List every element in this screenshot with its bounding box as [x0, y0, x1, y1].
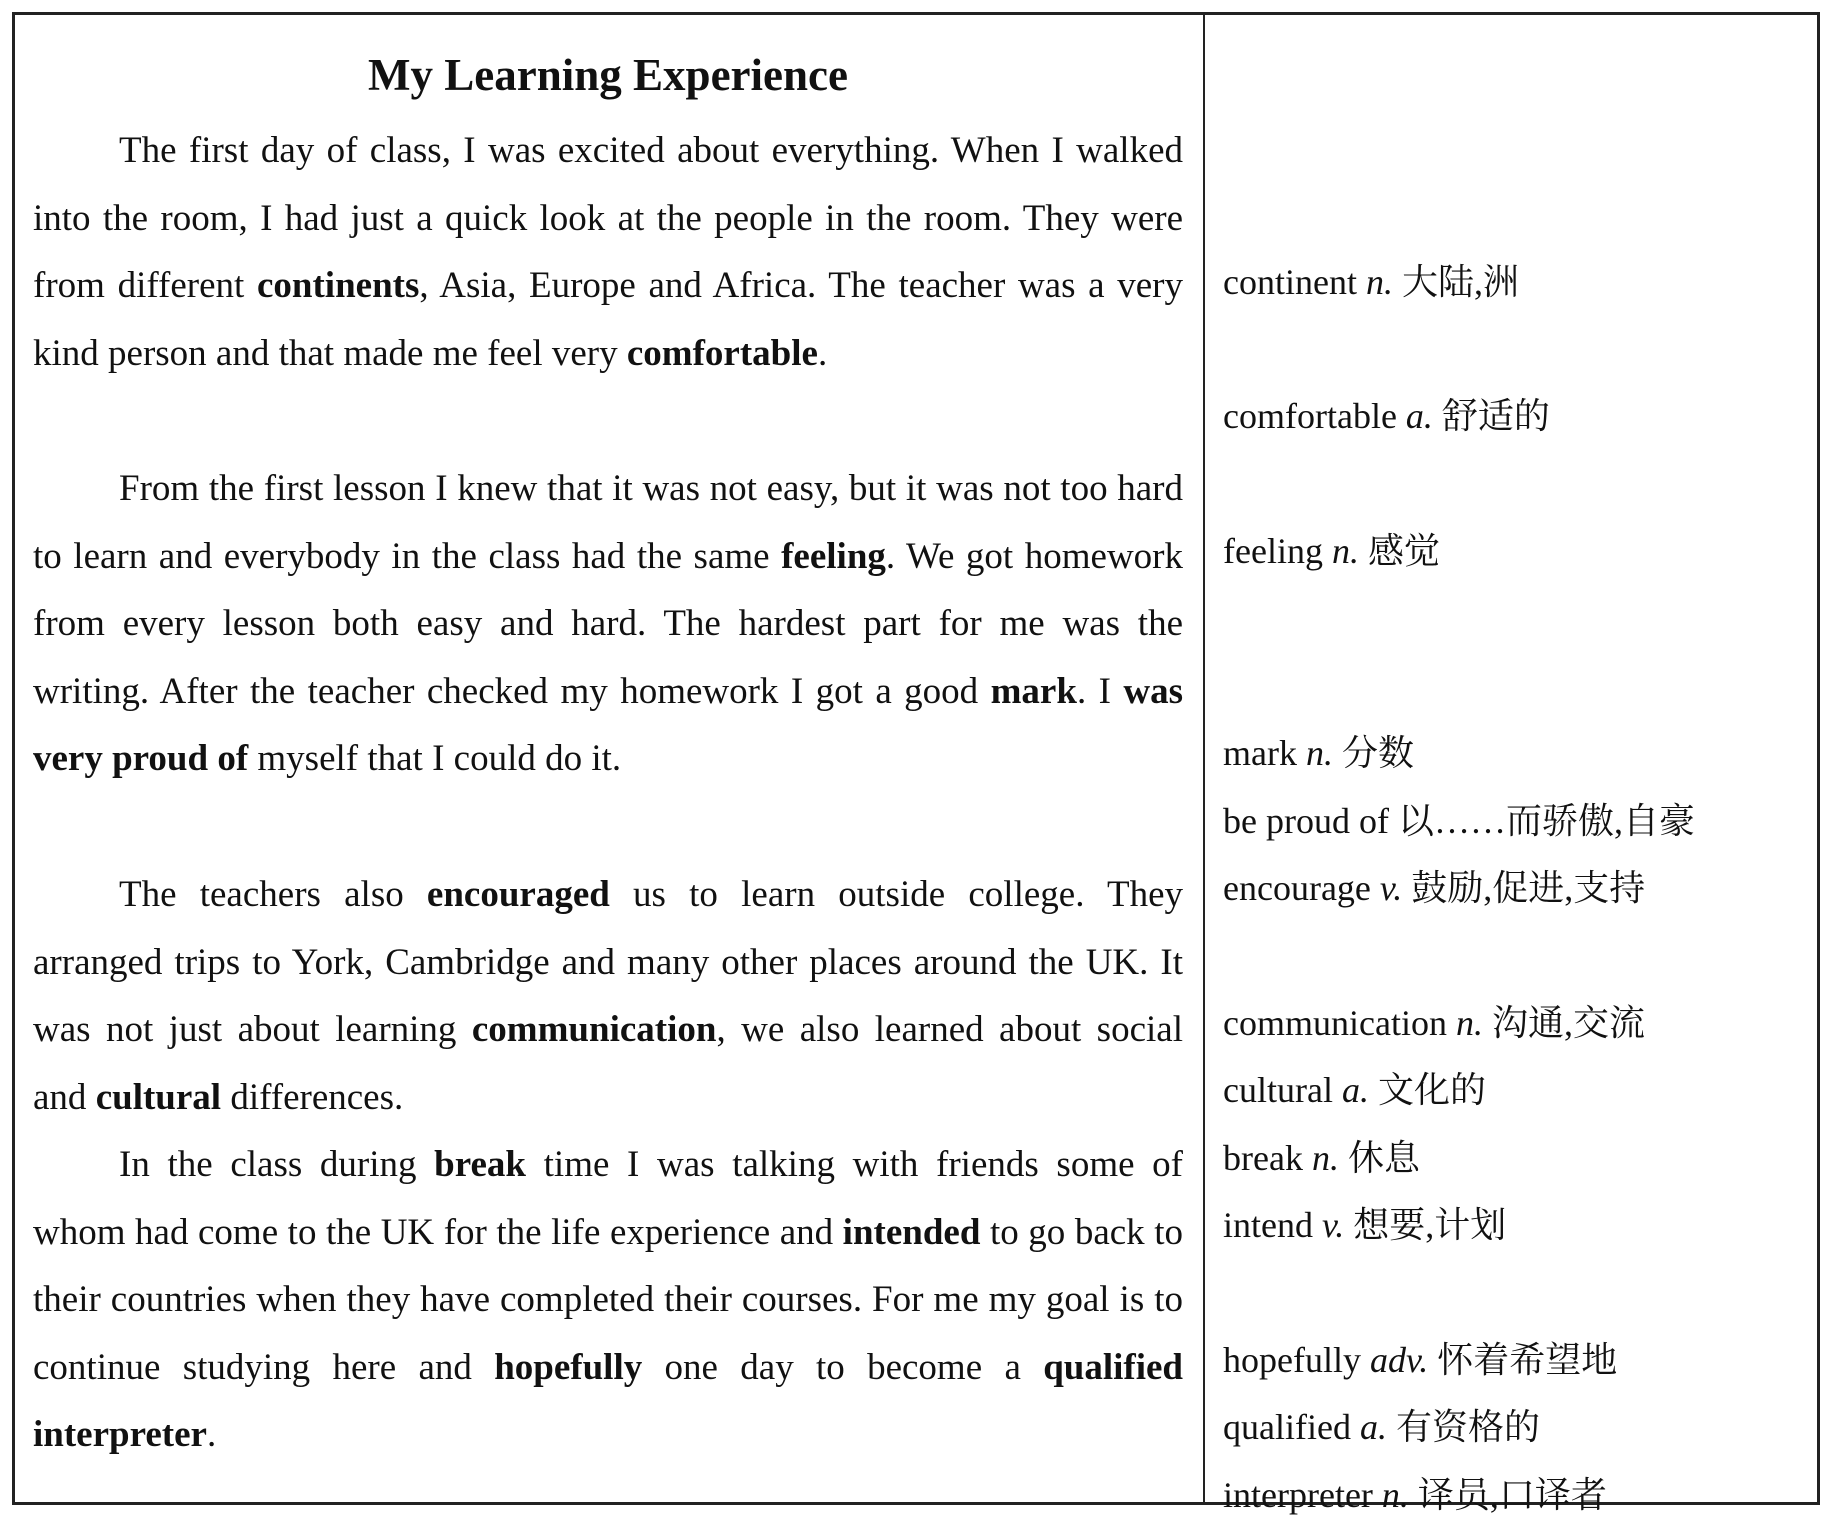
text-run: one day to become a	[642, 1346, 1044, 1388]
document-frame	[12, 12, 1820, 1515]
glossary-meaning: 感觉	[1367, 531, 1440, 571]
glossary-meaning: 沟通,交流	[1491, 1003, 1645, 1043]
glossary-word: intend	[1223, 1205, 1313, 1245]
text-run: to go back to their countries when they have completed their courses. For me my goal is to continue studying here and	[33, 1211, 1183, 1388]
glossary-meaning: 分数	[1341, 733, 1414, 773]
glossary-entry	[1223, 998, 1645, 1048]
glossary-meaning: 休息	[1347, 1138, 1420, 1178]
text-run: The first day of class, I was excited about everything. When I walked into the room, I had just a quick look at the people in the room. They were from different	[33, 130, 1183, 307]
glossary-word: feeling	[1223, 531, 1323, 571]
glossary-word: cultural	[1223, 1070, 1333, 1110]
glossary-word: break	[1223, 1138, 1303, 1178]
glossary-entry	[1223, 1470, 1607, 1520]
glossary-meaning: 舒适的	[1441, 396, 1550, 436]
text-run: In the class during	[119, 1144, 435, 1185]
glossary-pos: adv.	[1369, 1340, 1429, 1380]
column-divider	[1203, 15, 1205, 1502]
text-run: From the first lesson I knew that it was not easy, but it was not too hard to learn and everybody in the class had the same	[33, 468, 1183, 577]
glossary-pos: n.	[1331, 531, 1359, 571]
glossary-meaning: 文化的	[1377, 1070, 1486, 1110]
glossary-meaning: 鼓励,促进,支持	[1411, 868, 1646, 908]
vocab-term: continents	[256, 265, 420, 307]
glossary-entry	[1223, 391, 1550, 441]
vocab-term: intended	[842, 1211, 981, 1253]
glossary-entry	[1223, 526, 1440, 576]
vocab-term: cultural	[95, 1076, 222, 1118]
text-run: us to learn outside college. They arranged trips to York, Cambridge and many other places around the UK. It was not just about learning	[33, 874, 1183, 1051]
paragraph	[33, 1131, 1183, 1469]
glossary-word: be proud of	[1223, 801, 1389, 841]
glossary-pos: n.	[1381, 1475, 1409, 1515]
vocab-term: break	[434, 1144, 526, 1185]
text-run: differences.	[221, 1076, 404, 1118]
glossary-pos: v.	[1321, 1205, 1345, 1245]
glossary-meaning: 大陆,洲	[1401, 262, 1519, 302]
glossary-pos: a.	[1341, 1070, 1369, 1110]
glossary-meaning: 以……而骄傲,自豪	[1397, 801, 1695, 841]
text-run: time I was talking with friends some of whom had come to the UK for the life experience and	[33, 1144, 1183, 1253]
glossary-pos: a.	[1405, 396, 1433, 436]
glossary-entry	[1223, 1335, 1617, 1385]
glossary-word: interpreter	[1223, 1475, 1373, 1515]
glossary-meaning: 有资格的	[1395, 1407, 1540, 1447]
glossary-entry	[1223, 796, 1695, 846]
glossary-entry	[1223, 863, 1645, 913]
vocab-term: comfortable	[626, 332, 818, 374]
glossary-pos: n.	[1365, 262, 1393, 302]
glossary-pos: n.	[1311, 1138, 1339, 1178]
paragraph	[33, 861, 1183, 1131]
glossary-word: encourage	[1223, 868, 1371, 908]
glossary-pos: n.	[1305, 733, 1333, 773]
glossary-meaning: 怀着希望地	[1437, 1340, 1618, 1380]
vocab-term: mark	[990, 670, 1077, 712]
glossary-meaning: 译员,口译者	[1417, 1475, 1607, 1515]
glossary-word: continent	[1223, 262, 1357, 302]
glossary-word: qualified	[1223, 1407, 1351, 1447]
glossary-entry	[1223, 1065, 1486, 1115]
text-run: . I	[1076, 670, 1124, 712]
glossary-entry	[1223, 1402, 1540, 1452]
vocab-term: feeling	[781, 535, 886, 577]
vocab-term: encouraged	[426, 874, 610, 915]
glossary-word: mark	[1223, 733, 1297, 773]
glossary-entry	[1223, 1200, 1506, 1250]
glossary-meaning: 想要,计划	[1353, 1205, 1507, 1245]
vocab-term: hopefully	[494, 1346, 643, 1388]
glossary-pos: n.	[1455, 1003, 1483, 1043]
glossary-word: comfortable	[1223, 396, 1397, 436]
vocab-term: communication	[471, 1009, 717, 1051]
text-run: , Asia, Europe and Africa. The teacher was a very kind person and that made me feel very	[33, 265, 1183, 374]
vocab-term: qualified interpreter	[33, 1346, 1184, 1456]
glossary-pos: a.	[1359, 1407, 1387, 1447]
text-run: , we also learned about social and	[33, 1009, 1183, 1118]
glossary-word: hopefully	[1223, 1340, 1361, 1380]
paragraph	[33, 117, 1183, 387]
text-run: . We got homework from every lesson both easy and hard. The hardest part for me was the writing. After the teacher checked my homework I got a good	[33, 535, 1183, 712]
vocab-term: was very proud of	[33, 670, 1183, 780]
glossary-pos: v.	[1379, 868, 1403, 908]
glossary-entry	[1223, 257, 1519, 307]
page-title: My Learning Experience	[368, 50, 848, 100]
glossary-entry	[1223, 1133, 1420, 1183]
glossary-word: communication	[1223, 1003, 1447, 1043]
text-run: The teachers also	[119, 874, 427, 915]
text-run: .	[206, 1414, 217, 1456]
text-run: myself that I could do it.	[248, 738, 622, 780]
paragraph	[33, 455, 1183, 793]
text-run: .	[817, 332, 828, 374]
glossary-entry	[1223, 728, 1414, 778]
